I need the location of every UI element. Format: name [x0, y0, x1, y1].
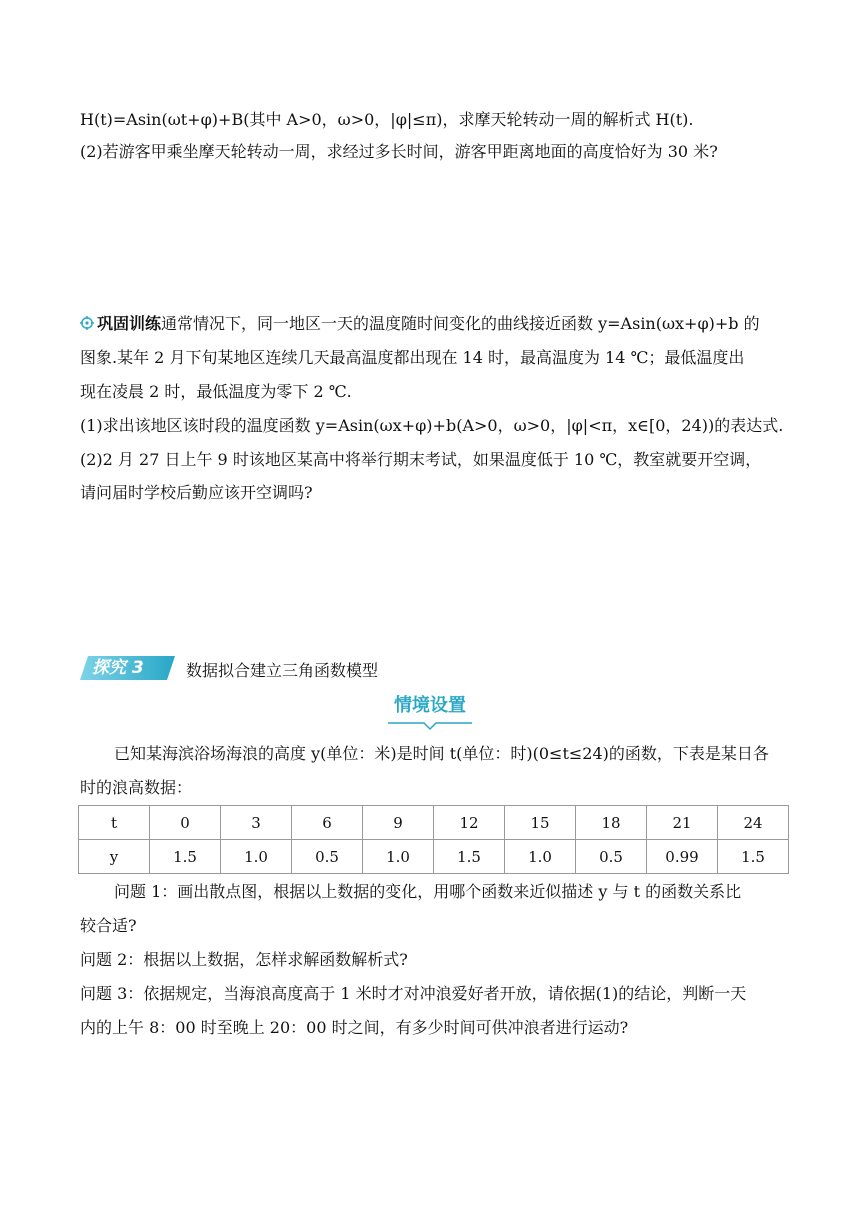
situation-title: 情境设置: [394, 695, 466, 716]
table-row-y: [79, 840, 789, 874]
drill-line: (1)求出该地区该时段的温度函数 y=Asin(ωx+φ)+b(A>0，ω>0，|φ|<π，x∈[0，24))的表达式.: [80, 416, 784, 435]
table-cell: 0.5: [576, 840, 647, 874]
question-line: 问题 2：根据以上数据，怎样求解函数解析式?: [80, 950, 408, 969]
question-line: 内的上午 8：00 时至晚上 20：00 时之间，有多少时间可供冲浪者进行运动?: [80, 1018, 629, 1037]
drill-line: (2)2 月 27 日上午 9 时该地区某高中将举行期末考试，如果温度低于 10 ℃，教室就要开空调，: [80, 450, 762, 469]
table-cell: 6: [292, 806, 363, 840]
table-cell: 15: [505, 806, 576, 840]
problem-line: H(t)=Asin(ωt+φ)+B(其中 A>0，ω>0，|φ|≤π)，求摩天轮转动一周的解析式 H(t).: [80, 110, 694, 129]
table-cell: 1.5: [434, 840, 505, 874]
question-line: 问题 3：依据规定，当海浪高度高于 1 米时才对冲浪爱好者开放，请依据(1)的结论，判断一天: [80, 984, 747, 1003]
explore-badge: 探究 3: [92, 658, 144, 678]
wave-height-table: [78, 805, 789, 874]
table-cell: 0: [150, 806, 221, 840]
table-cell: 1.5: [718, 840, 789, 874]
table-cell: 0.99: [647, 840, 718, 874]
drill-line: 请问届时学校后勤应该开空调吗?: [80, 483, 313, 502]
table-cell: 1.0: [505, 840, 576, 874]
table-cell: 0.5: [292, 840, 363, 874]
crosshair-circle-icon: [80, 316, 94, 330]
table-cell: 1.5: [150, 840, 221, 874]
question-line: 较合适?: [80, 916, 137, 935]
drill-first-line: [80, 312, 760, 336]
table-cell: 21: [647, 806, 718, 840]
drill-title: 巩固训练: [97, 314, 162, 333]
intro-line: 时的浪高数据：: [80, 778, 193, 797]
intro-line: 已知某海滨浴场海浪的高度 y(单位：米)是时间 t(单位：时)(0≤t≤24)的函数，下表是某日各: [114, 744, 769, 763]
table-cell: 18: [576, 806, 647, 840]
question-line: 问题 1：画出散点图，根据以上数据的变化，用哪个函数来近似描述 y 与 t 的函数关系比: [114, 882, 742, 901]
table-cell: 24: [718, 806, 789, 840]
drill-line: 图象.某年 2 月下旬某地区连续几天最高温度都出现在 14 时，最高温度为 14 ℃；最低温度出: [80, 348, 745, 367]
table-cell: y: [79, 840, 150, 874]
table-cell: 9: [363, 806, 434, 840]
table-cell: 12: [434, 806, 505, 840]
table-cell: t: [79, 806, 150, 840]
table-cell: 1.0: [363, 840, 434, 874]
table-cell: 3: [221, 806, 292, 840]
drill-line: 现在凌晨 2 时，最低温度为零下 2 ℃.: [80, 382, 352, 401]
table-row-t: [79, 806, 789, 840]
drill-text: 通常情况下，同一地区一天的温度随时间变化的曲线接近函数 y=Asin(ωx+φ)+b 的: [161, 314, 760, 333]
problem-line: (2)若游客甲乘坐摩天轮转动一周，求经过多长时间，游客甲距离地面的高度恰好为 30 米?: [80, 142, 718, 161]
table-cell: 1.0: [221, 840, 292, 874]
section-heading: 数据拟合建立三角函数模型: [186, 661, 379, 680]
situation-underline: [388, 719, 472, 733]
